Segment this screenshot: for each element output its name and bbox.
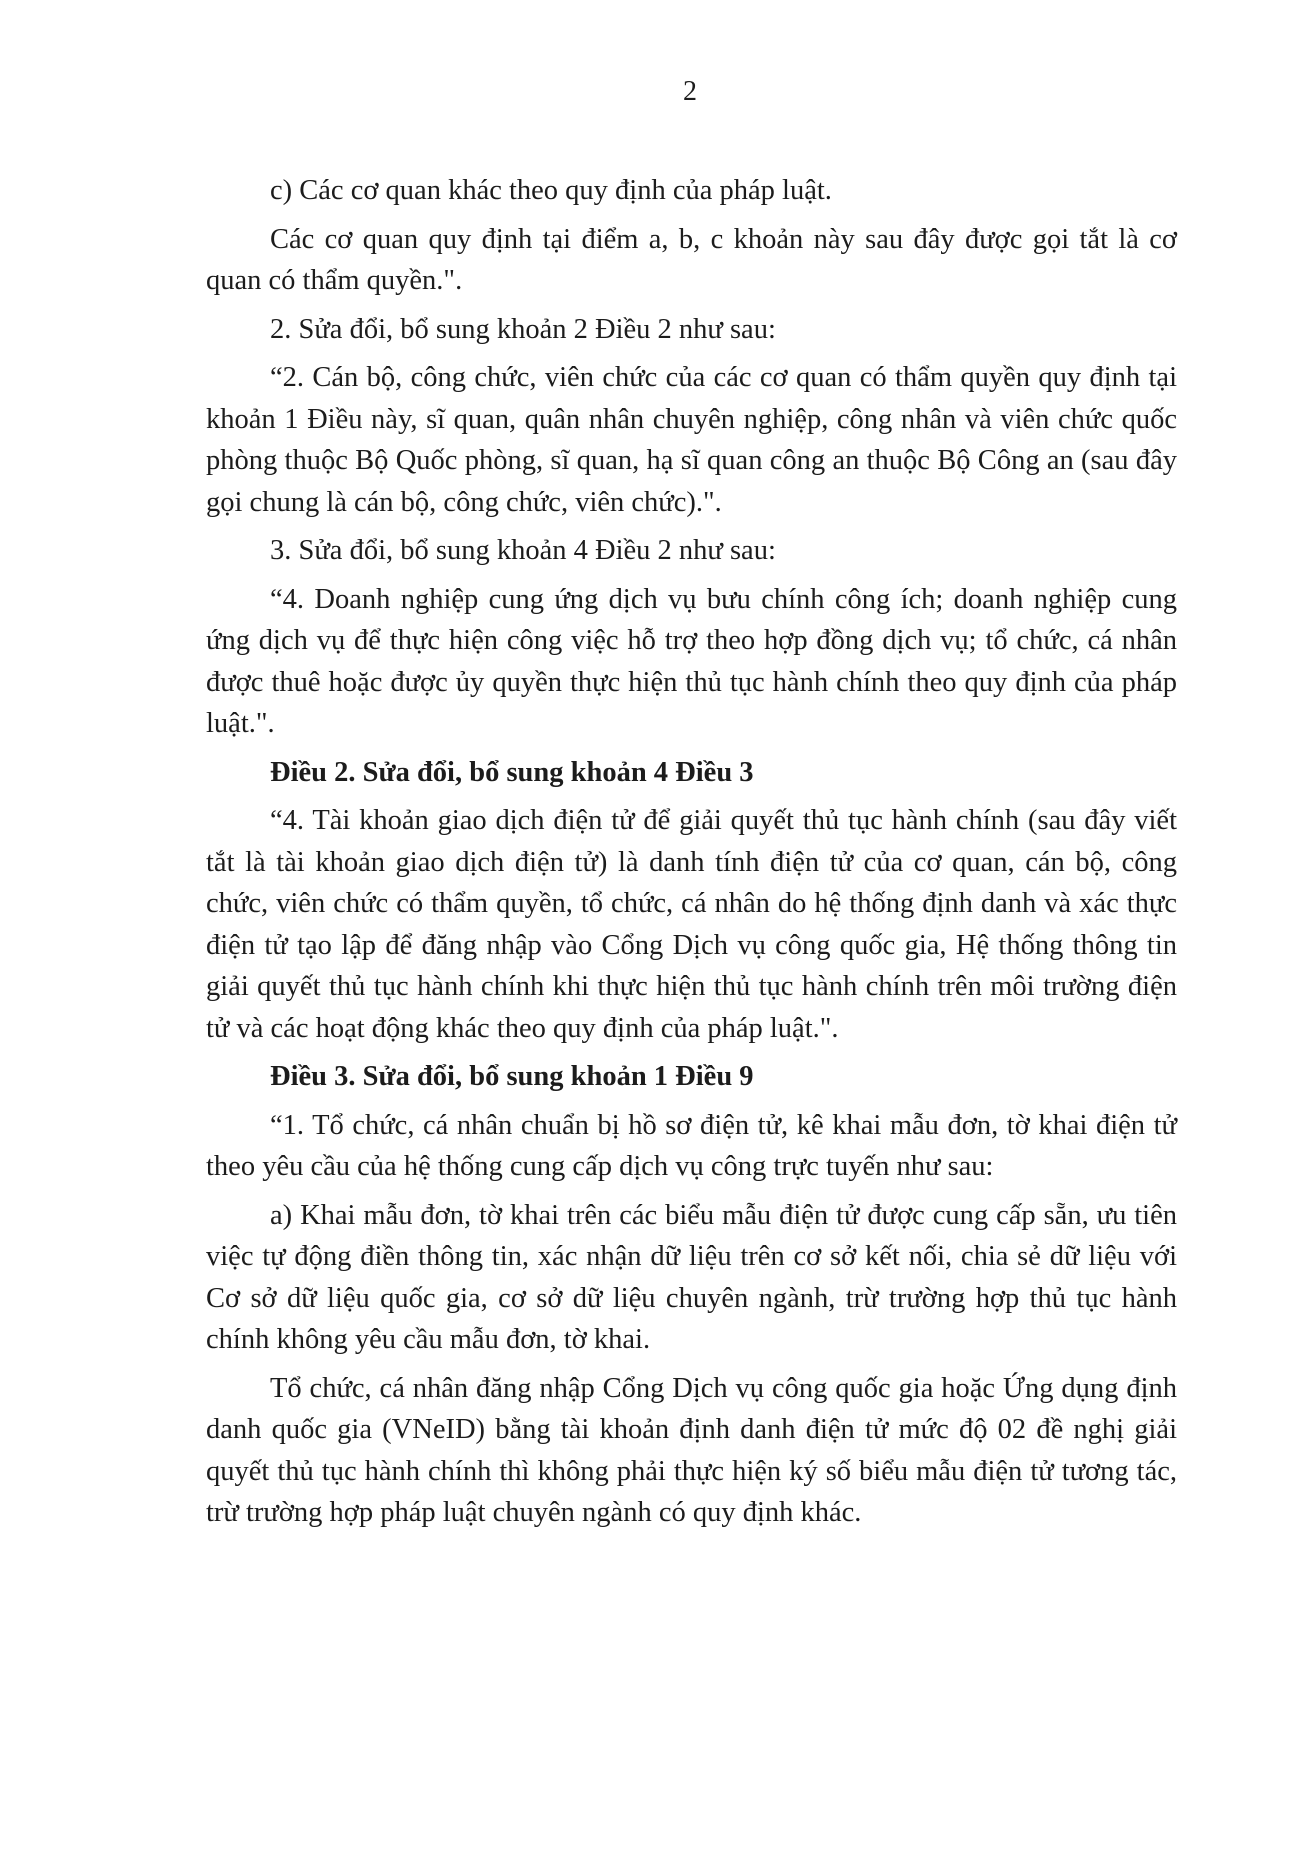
paragraph-authorities-definition: Các cơ quan quy định tại điểm a, b, c khoản này sau đây được gọi tắt là cơ quan có thẩm quyền.". (206, 223, 1177, 296)
paragraph-article-2-text: “4. Tài khoản giao dịch điện tử để giải quyết thủ tục hành chính (sau đây viết tắt là tài khoản giao dịch điện tử) là danh tính điện tử của cơ quan, cán bộ, công chức, viên chức có thẩm quyền, tổ chức, cá nhân do hệ thống định danh và xác thực điện tử tạo lập để đăng nhập vào Cổng Dịch vụ công quốc gia, Hệ thống thông tin giải quyết thủ tục hành chính khi thực hiện thủ tục hành chính trên môi trường điện tử và các hoạt động khác theo quy định của pháp luật.". (206, 805, 1177, 1044)
paragraph-article-3-vneid: Tổ chức, cá nhân đăng nhập Cổng Dịch vụ công quốc gia hoặc Ứng dụng định danh quốc gia (VNeID) bằng tài khoản định danh điện tử mức độ 02 đề nghị giải quyết thủ tục hành chính thì không phải thực hiện ký số biểu mẫu điện tử tương tác, trừ trường hợp pháp luật chuyên ngành có quy định khác. (206, 1372, 1177, 1528)
paragraph-article-3-item-1: “1. Tổ chức, cá nhân chuẩn bị hồ sơ điện tử, kê khai mẫu đơn, tờ khai điện tử theo yêu cầu của hệ thống cung cấp dịch vụ công trực tuyến như sau: (206, 1109, 1177, 1182)
page-number: 2 (683, 76, 697, 107)
document-body (206, 170, 1177, 1541)
paragraph-amend-item-2: 2. Sửa đổi, bổ sung khoản 2 Điều 2 như sau: (270, 313, 776, 345)
paragraph-article-3-point-a: a) Khai mẫu đơn, tờ khai trên các biểu mẫu điện tử được cung cấp sẵn, ưu tiên việc tự động điền thông tin, xác nhận dữ liệu trên cơ sở kết nối, chia sẻ dữ liệu với Cơ sở dữ liệu quốc gia, cơ sở dữ liệu chuyên ngành, trừ trường hợp thủ tục hành chính không yêu cầu mẫu đơn, tờ khai. (206, 1199, 1177, 1355)
article-2-heading: Điều 2. Sửa đổi, bổ sung khoản 4 Điều 3 (270, 756, 754, 788)
paragraph-quote-item-4: “4. Doanh nghiệp cung ứng dịch vụ bưu chính công ích; doanh nghiệp cung ứng dịch vụ để thực hiện công việc hỗ trợ theo hợp đồng dịch vụ; tổ chức, cá nhân được thuê hoặc được ủy quyền thực hiện thủ tục hành chính theo quy định của pháp luật.". (206, 583, 1177, 739)
article-3-heading: Điều 3. Sửa đổi, bổ sung khoản 1 Điều 9 (270, 1061, 754, 1092)
paragraph-point-c: c) Các cơ quan khác theo quy định của pháp luật. (270, 175, 832, 206)
paragraph-amend-item-4: 3. Sửa đổi, bổ sung khoản 4 Điều 2 như sau: (270, 535, 776, 566)
paragraph-quote-item-2: “2. Cán bộ, công chức, viên chức của các cơ quan có thẩm quyền quy định tại khoản 1 Điều này, sĩ quan, quân nhân chuyên nghiệp, công nhân và viên chức quốc phòng thuộc Bộ Quốc phòng, sĩ quan, hạ sĩ quan công an thuộc Bộ Công an (sau đây gọi chung là cán bộ, công chức, viên chức).". (206, 362, 1177, 518)
